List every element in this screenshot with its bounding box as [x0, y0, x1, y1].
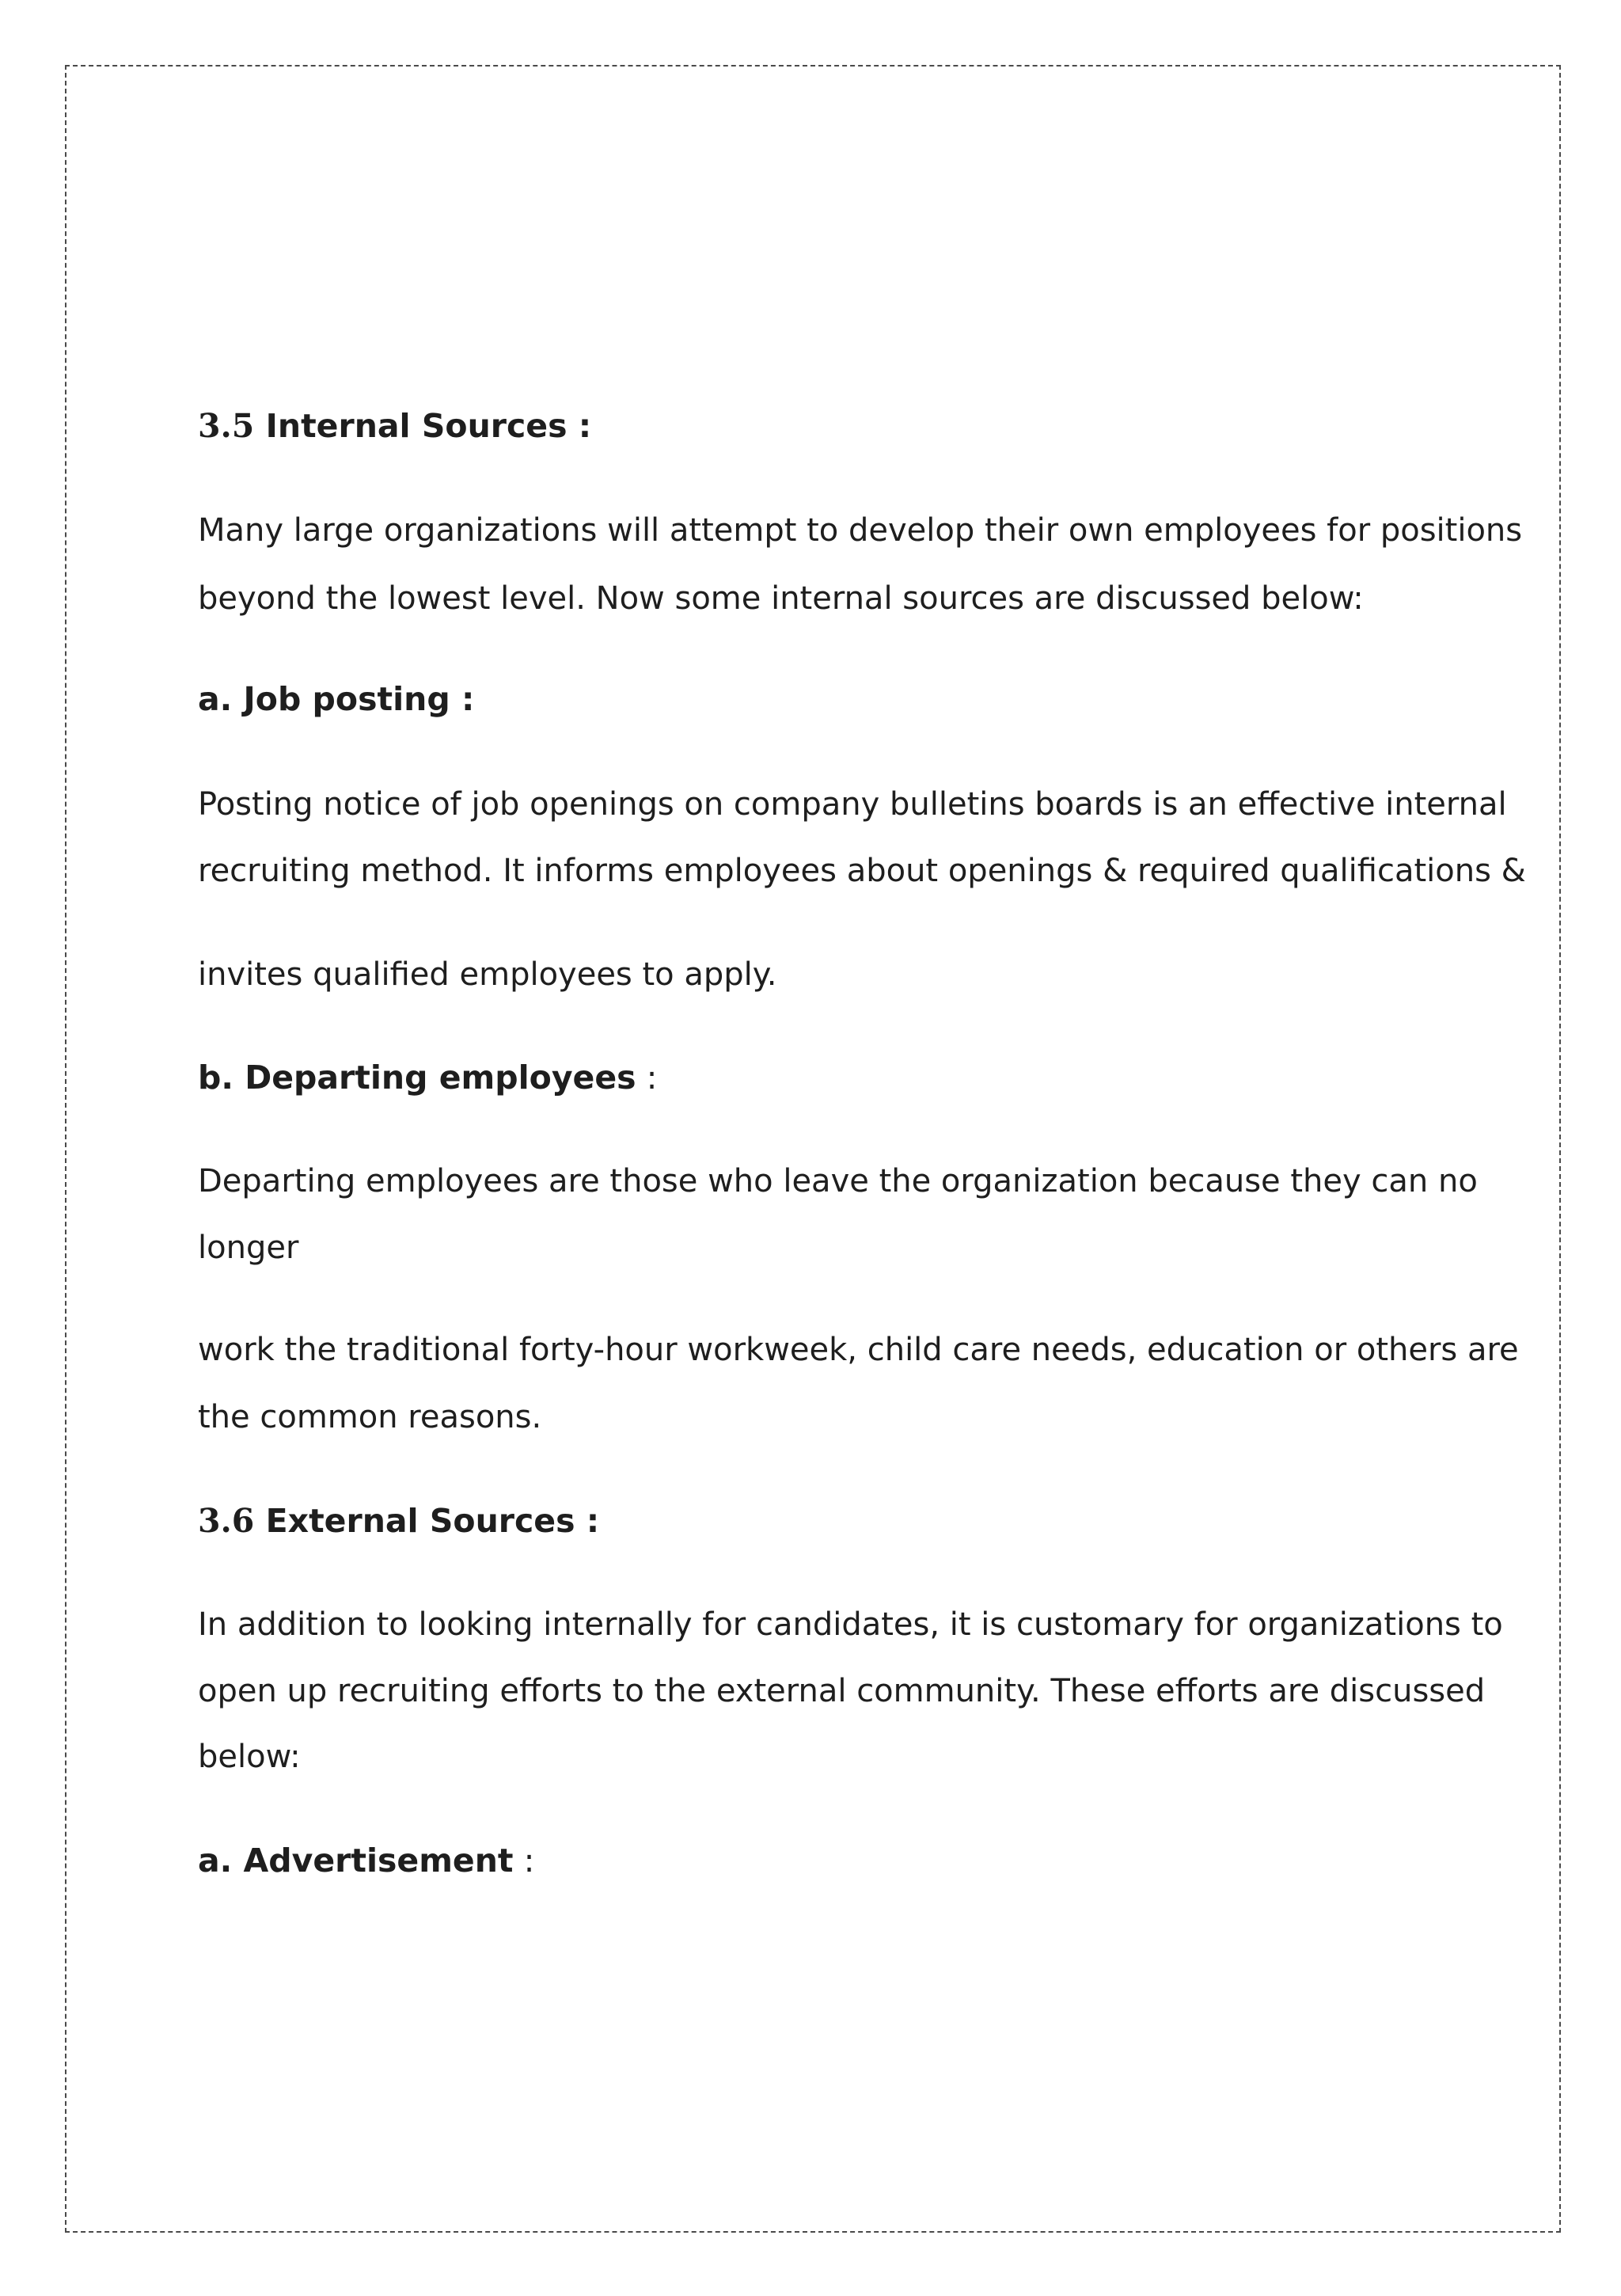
- paragraph-line: the common reasons.: [198, 1399, 542, 1435]
- section-number: 3.6: [198, 1502, 255, 1540]
- section-heading-3-5: [198, 405, 1433, 447]
- section-title: Internal Sources :: [265, 407, 592, 445]
- section-title: External Sources :: [265, 1502, 600, 1540]
- paragraph-line: Departing employees are those who leave the organization because they can no: [198, 1163, 1478, 1199]
- section-heading-3-6: [198, 1500, 1433, 1541]
- paragraph-line: In addition to looking internally for candidates, it is customary for organizations to: [198, 1606, 1503, 1643]
- subheading-advertisement: [198, 1840, 1433, 1881]
- paragraph-line: Many large organizations will attempt to develop their own employees for positions: [198, 512, 1523, 549]
- paragraph-line: invites qualified employees to apply.: [198, 956, 777, 993]
- subheading-job-posting: a. Job posting :: [198, 680, 475, 718]
- paragraph-line: open up recruiting efforts to the external community. These efforts are discussed: [198, 1673, 1486, 1709]
- page-border: [65, 65, 1561, 2233]
- paragraph-line: beyond the lowest level. Now some internal sources are discussed below:: [198, 580, 1364, 617]
- subheading-text: a. Advertisement: [198, 1842, 514, 1880]
- paragraph-line: longer: [198, 1230, 299, 1266]
- subheading-text: b. Departing employees: [198, 1059, 636, 1097]
- subheading-departing-employees: [198, 1057, 1433, 1098]
- section-number: 3.5: [198, 407, 255, 445]
- subheading-colon: :: [513, 1842, 535, 1880]
- paragraph-line: work the traditional forty-hour workweek, child care needs, education or others are: [198, 1332, 1519, 1368]
- paragraph-line: Posting notice of job openings on company bulletins boards is an effective internal: [198, 786, 1507, 823]
- paragraph-line: below:: [198, 1739, 301, 1775]
- paragraph-line: recruiting method. It informs employees about openings & required qualifications &: [198, 853, 1526, 889]
- subheading-colon: :: [636, 1059, 658, 1097]
